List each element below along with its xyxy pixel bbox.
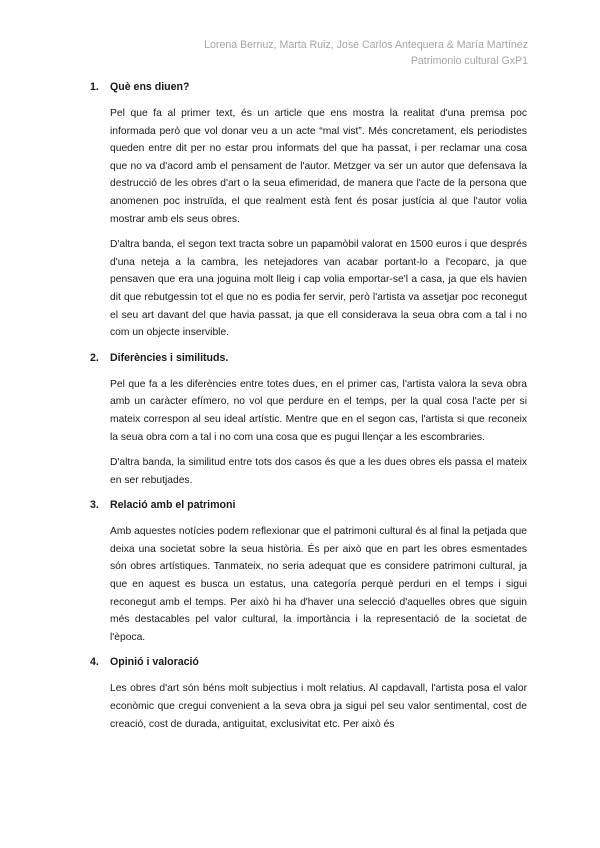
section-number: 2. bbox=[90, 351, 99, 364]
section-title: Què ens diuen? bbox=[110, 81, 190, 93]
paragraph: Pel que fa a les diferències entre totes dues, en el primer cas, l'artista valora la seva obra amb un caràcter efímero, no vol que perdure en el temps, per la qual cosa l'acte per si mateix correspon al seu ideal artístic. Mentre que en el segon cas, l'artista si que reconeix la seua obra com a tal i no com una cosa que es pugui llençar a les escombraries. bbox=[110, 378, 527, 443]
header-authors: Lorena Bernuz, Marta Ruiz, Jose Carlos Antequera & María Martínez bbox=[204, 39, 528, 51]
section-title: Opinió i valoració bbox=[110, 656, 199, 669]
paragraph: D'altra banda, la similitud entre tots dos casos és que a les dues obres els passa el mateix en ser rebutjades. bbox=[110, 457, 527, 486]
section-2 bbox=[90, 351, 527, 490]
section-heading bbox=[90, 351, 527, 366]
document-body bbox=[90, 80, 527, 742]
section-1 bbox=[90, 80, 527, 342]
section-number: 4. bbox=[90, 656, 99, 669]
section-title: Relació amb el patrimoni bbox=[110, 499, 236, 512]
section-4 bbox=[90, 655, 527, 733]
paragraph: Pel que fa al primer text, és un article que ens mostra la realitat d'una premsa poc informada però que vol donar veu a un acte “mal vist”. Més concretament, els periodistes queden entre dit per no estar prou informats del que ha passat, i per reclamar una cosa que no va d'acord amb el pensament de l'autor. Metzger va ser un autor que defensava la destrucció de les obres d'art o la seua efimeridad, de manera que l'acte de la persona que anomenen poc instruïda, el que realment està fent és posar justícia al que l'autor volia mostrar amb els seus obres. bbox=[110, 108, 527, 225]
section-title: Diferències i similituds. bbox=[110, 351, 229, 364]
page-header bbox=[204, 37, 528, 69]
header-subject: Patrimonio cultural GxP1 bbox=[410, 55, 528, 67]
paragraph: Amb aquestes notícies podem reflexionar que el patrimoni cultural és al final la petjada que deixa una societat sobre la seua història. És per això que en part les obres esmentades són obres artístiques. Tanmateix, no seria adequat que es considere patrimoni cultural, ja que en aquest es busca un estatus, una categoría perquè perduri en el temps i sigui reconegut amb el temps. Per això hi ha d'haver una selecció d'aquelles obres que siguin més destacables pel valor cultural, la importància i la representació de la societat de l'època. bbox=[110, 526, 527, 643]
paragraph: D'altra banda, el segon text tracta sobre un papamòbil valorat en 1500 euros i que després d'una neteja a la cambra, les netejadores van acabar portant-lo a l'ecoparc, ja que pensaven que era una joguina molt lleig i cap volia emportar-se'l a casa, ja que els havien dit que rebutgessin tot el que no es podia fer servir, però l'artista va assetjar poc reconegut el seu art davant del que havia passat, ja que ell considerava la seua obra com a tal i no com un objecte inservible. bbox=[110, 239, 527, 339]
section-heading bbox=[90, 80, 527, 95]
paragraph: Les obres d'art són béns molt subjectius i molt relatius. Al capdavall, l'artista posa el valor econòmic que cregui convenient a la seva obra ja sigui pel seu valor sentimental, cost de creació, cost de durada, antiguitat, exclusivitat etc. Per això és bbox=[110, 683, 527, 730]
section-heading bbox=[90, 655, 527, 670]
section-number: 1. bbox=[90, 81, 99, 93]
section-heading bbox=[90, 498, 527, 513]
section-number: 3. bbox=[90, 499, 99, 512]
section-3 bbox=[90, 498, 527, 646]
